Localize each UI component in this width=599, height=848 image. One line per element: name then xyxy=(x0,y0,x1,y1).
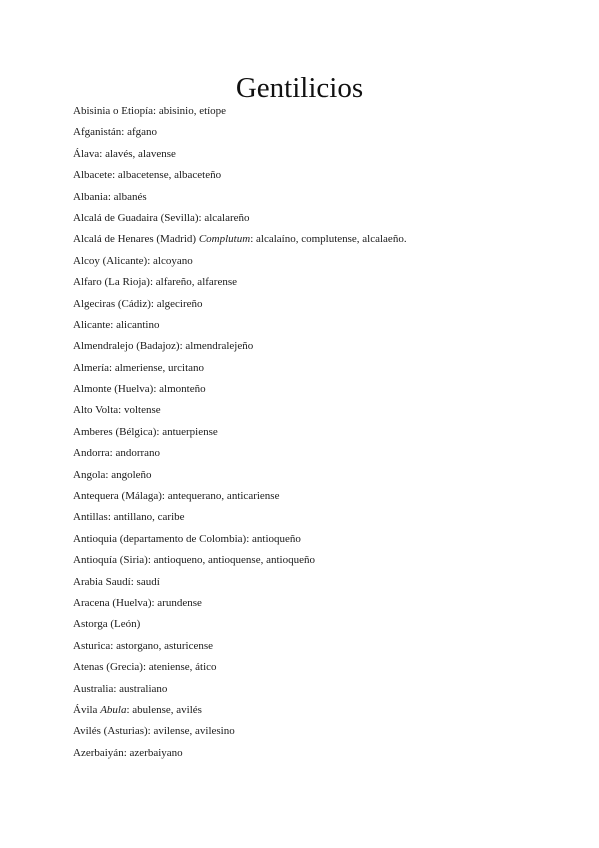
list-item: Amberes (Bélgica): antuerpiense xyxy=(73,425,218,438)
gentilic-value: arundense xyxy=(157,596,202,609)
gentilic-value: antioqueno, antioquense, antioqueño xyxy=(153,554,315,567)
gentilic-value: albanés xyxy=(113,190,147,203)
place-name: Azerbaiyán xyxy=(73,746,124,759)
list-item: Almería: almeriense, urcitano xyxy=(73,361,205,374)
place-name: Antioquia (departamento de Colombia) xyxy=(73,532,247,545)
place-name: Alfaro (La Rioja) xyxy=(73,276,150,289)
list-item: Avilés (Asturias): avilense, avilesino xyxy=(73,725,235,738)
list-item: Angola: angoleño xyxy=(73,468,152,481)
gentilic-list xyxy=(73,101,407,764)
gentilic-value: voltense xyxy=(123,404,161,417)
list-item: Algeciras (Cádiz): algecireño xyxy=(73,297,203,310)
gentilic-value: avilense, avilesino xyxy=(153,725,235,738)
place-name: Asturica xyxy=(73,639,111,652)
gentilic-value: antioqueño xyxy=(252,532,301,545)
list-item: Albacete: albacetense, albaceteño xyxy=(73,169,222,182)
gentilic-value: almeriense, urcitano xyxy=(114,361,205,374)
place-name: Antioquía (Siria) xyxy=(73,554,148,567)
gentilic-value: antuerpiense xyxy=(162,425,218,438)
place-name: Albacete xyxy=(73,169,113,182)
place-name: Amberes (Bélgica) xyxy=(73,425,157,438)
gentilic-value: alicantino xyxy=(116,318,160,331)
latin-name: Abula xyxy=(100,703,127,716)
gentilic-value: alcalareño xyxy=(204,211,250,224)
gentilic-value: alcoyano xyxy=(153,254,193,267)
list-item: Alto Volta: voltense xyxy=(73,404,161,417)
list-item: Atenas (Grecia): ateniense, ático xyxy=(73,661,217,674)
page-title: Gentilicios xyxy=(235,72,364,104)
place-name: Algeciras (Cádiz) xyxy=(73,297,151,310)
place-name: Australia xyxy=(73,682,114,695)
place-name: Antillas xyxy=(73,511,108,524)
gentilic-value: alfareño, alfarense xyxy=(155,276,238,289)
place-name: Álava xyxy=(73,147,100,160)
place-name: Aracena (Huelva) xyxy=(73,596,152,609)
list-item: Aracena (Huelva): arundense xyxy=(73,596,202,609)
list-item: Almendralejo (Badajoz): almendralejeño xyxy=(73,340,254,353)
place-name: Alicante xyxy=(73,318,111,331)
gentilic-value: algecireño xyxy=(156,297,203,310)
list-item: Alfaro (La Rioja): alfareño, alfarense xyxy=(73,276,238,289)
list-item: Asturica: astorgano, asturicense xyxy=(73,639,214,652)
place-name: Albania xyxy=(73,190,108,203)
latin-name: Complutum xyxy=(198,233,251,246)
gentilic-value: albacetense, albaceteño xyxy=(117,169,222,182)
gentilic-value: antequerano, anticariense xyxy=(167,490,280,503)
place-name: Alcalá de Henares (Madrid) xyxy=(73,233,197,246)
place-name: Astorga (León) xyxy=(73,618,141,631)
place-name: Abisinia o Etiopía xyxy=(73,105,154,117)
list-item: Albania: albanés xyxy=(73,190,147,203)
gentilic-value: australiano xyxy=(119,682,168,695)
list-item: Arabia Saudí: saudí xyxy=(73,575,160,588)
gentilic-value: almendralejeño xyxy=(185,340,254,353)
gentilic-value: angoleño xyxy=(111,468,152,481)
place-name: Almendralejo (Badajoz) xyxy=(73,340,180,353)
gentilic-value: afgano xyxy=(127,126,158,139)
place-name: Almonte (Huelva) xyxy=(73,383,154,396)
place-name: Andorra xyxy=(73,447,110,460)
place-name: Atenas (Grecia) xyxy=(73,661,143,674)
list-item: Álava: alavés, alavense xyxy=(73,147,176,160)
list-item: Abisinia o Etiopía: abisinio, etíope xyxy=(73,105,227,117)
list-item: Alcalá de Henares (Madrid) Complutum: alcalaíno, complutense, alcalaeño. xyxy=(73,233,407,246)
gentilic-value: almonteño xyxy=(159,383,206,396)
place-name: Afganistán xyxy=(73,126,122,139)
list-item: Antioquia (departamento de Colombia): antioqueño xyxy=(73,532,301,545)
place-name: Almería xyxy=(73,361,110,374)
place-name: Ávila xyxy=(73,703,98,716)
place-name: Antequera (Málaga) xyxy=(73,490,162,503)
place-name: Alcoy (Alicante) xyxy=(73,254,148,267)
list-item xyxy=(73,614,407,635)
place-name: Alcalá de Guadaira (Sevilla) xyxy=(73,211,199,224)
gentilic-value: andorrano xyxy=(115,447,161,460)
gentilic-value: alavés, alavense xyxy=(105,147,176,160)
place-name: Arabia Saudí xyxy=(73,575,131,588)
place-name: Avilés (Asturias) xyxy=(73,725,148,738)
place-name: Alto Volta xyxy=(73,404,119,417)
gentilic-value: azerbaiyano xyxy=(129,746,183,759)
gentilic-value: ateniense, ático xyxy=(148,661,217,674)
gentilic-value: antillano, caribe xyxy=(113,511,185,524)
list-item: Alcalá de Guadaira (Sevilla): alcalareño xyxy=(73,211,250,224)
place-name: Angola xyxy=(73,468,106,481)
list-item: Antillas: antillano, caribe xyxy=(73,511,185,524)
gentilic-value: abisinio, etíope xyxy=(158,105,227,117)
list-item: Almonte (Huelva): almonteño xyxy=(73,383,206,396)
list-item: Andorra: andorrano xyxy=(73,447,161,460)
list-item: Antioquía (Siria): antioqueno, antioquense, antioqueño xyxy=(73,554,315,567)
list-item: Ávila Abula: abulense, avilés xyxy=(73,703,202,716)
list-item: Afganistán: afgano xyxy=(73,126,158,139)
gentilic-value: astorgano, asturicense xyxy=(116,639,214,652)
list-item: Alicante: alicantino xyxy=(73,318,160,331)
gentilic-value: alcalaíno, complutense, alcalaeño. xyxy=(256,233,407,246)
list-item: Alcoy (Alicante): alcoyano xyxy=(73,254,193,267)
gentilic-value: abulense, avilés xyxy=(132,703,202,716)
list-item: Azerbaiyán: azerbaiyano xyxy=(73,746,183,759)
list-item: Australia: australiano xyxy=(73,682,168,695)
gentilic-value: saudí xyxy=(136,575,160,588)
list-item: Antequera (Málaga): antequerano, anticariense xyxy=(73,490,280,503)
